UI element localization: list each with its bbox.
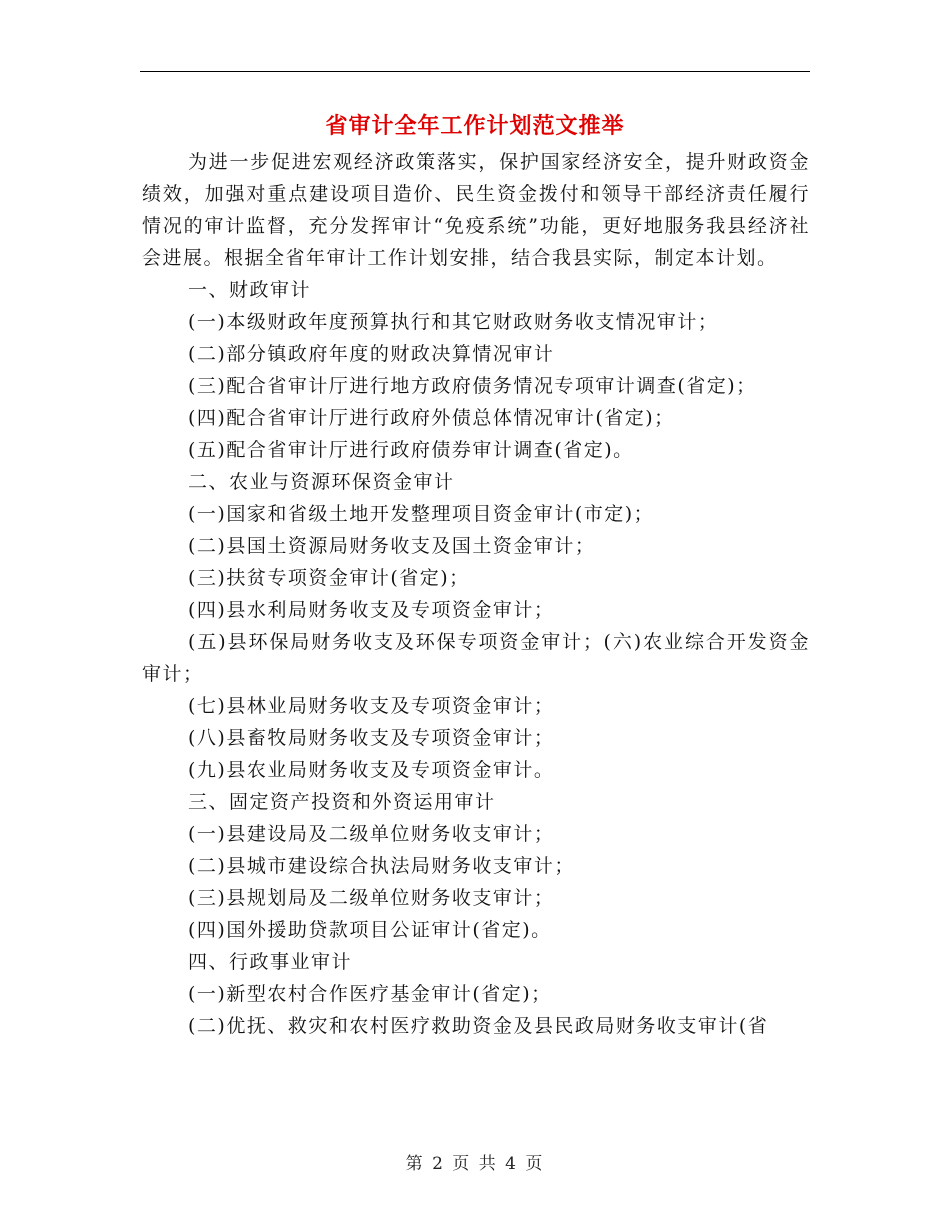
list-item: (五)配合省审计厅进行政府债券审计调查(省定)。 — [188, 439, 634, 461]
list-item: (四)配合省审计厅进行政府外债总体情况审计(省定)； — [188, 407, 675, 429]
list-item: (一)本级财政年度预算执行和其它财政财务收支情况审计； — [188, 311, 719, 333]
list-item: (一)县建设局及二级单位财务收支审计； — [188, 823, 555, 845]
section-heading-finance: 一、财政审计 — [188, 279, 312, 301]
list-item: (二)优抚、救灾和农村医疗救助资金及县民政局财务收支审计(省 — [188, 1015, 769, 1037]
section-heading-investment: 三、固定资产投资和外资运用审计 — [188, 791, 496, 813]
header-rule — [140, 71, 810, 72]
list-item: (三)配合省审计厅进行地方政府债务情况专项审计调查(省定)； — [188, 375, 757, 397]
list-item: (七)县林业局财务收支及专项资金审计； — [188, 695, 555, 717]
list-item: (三)扶贫专项资金审计(省定)； — [188, 567, 470, 589]
page-number-footer: 第 2 页 共 4 页 — [405, 1154, 545, 1174]
list-item: (八)县畜牧局财务收支及专项资金审计； — [188, 727, 555, 749]
list-item: (一)国家和省级土地开发整理项目资金审计(市定)； — [188, 503, 655, 525]
list-item: (四)县水利局财务收支及专项资金审计； — [188, 599, 555, 621]
list-item: (九)县农业局财务收支及专项资金审计。 — [188, 759, 555, 781]
list-item: (二)县城市建设综合执法局财务收支审计； — [188, 855, 575, 877]
list-item: (一)新型农村合作医疗基金审计(省定)； — [188, 983, 552, 1005]
section-heading-administrative: 四、行政事业审计 — [188, 951, 353, 973]
document-body — [142, 146, 810, 1042]
section-heading-agriculture: 二、农业与资源环保资金审计 — [188, 471, 455, 493]
list-item: (五)县环保局财务收支及环保专项资金审计；(六)农业综合开发资金审计； — [142, 631, 810, 685]
list-item: (四)国外援助贷款项目公证审计(省定)。 — [188, 919, 552, 941]
intro-paragraph: 为进一步促进宏观经济政策落实，保护国家经济安全，提升财政资金绩效，加强对重点建设项目造价、民生资金拨付和领导干部经济责任履行情况的审计监督，充分发挥审计“免疫系统”功能，更好地服务我县经济社会进展。根据全省年审计工作计划安排，结合我县实际，制定本计划。 — [142, 151, 810, 269]
list-item: (二)县国土资源局财务收支及国土资金审计； — [188, 535, 596, 557]
list-item: (三)县规划局及二级单位财务收支审计； — [188, 887, 555, 909]
document-title: 省审计全年工作计划范文推举 — [325, 113, 625, 139]
list-item: (二)部分镇政府年度的财政决算情况审计 — [188, 343, 555, 365]
